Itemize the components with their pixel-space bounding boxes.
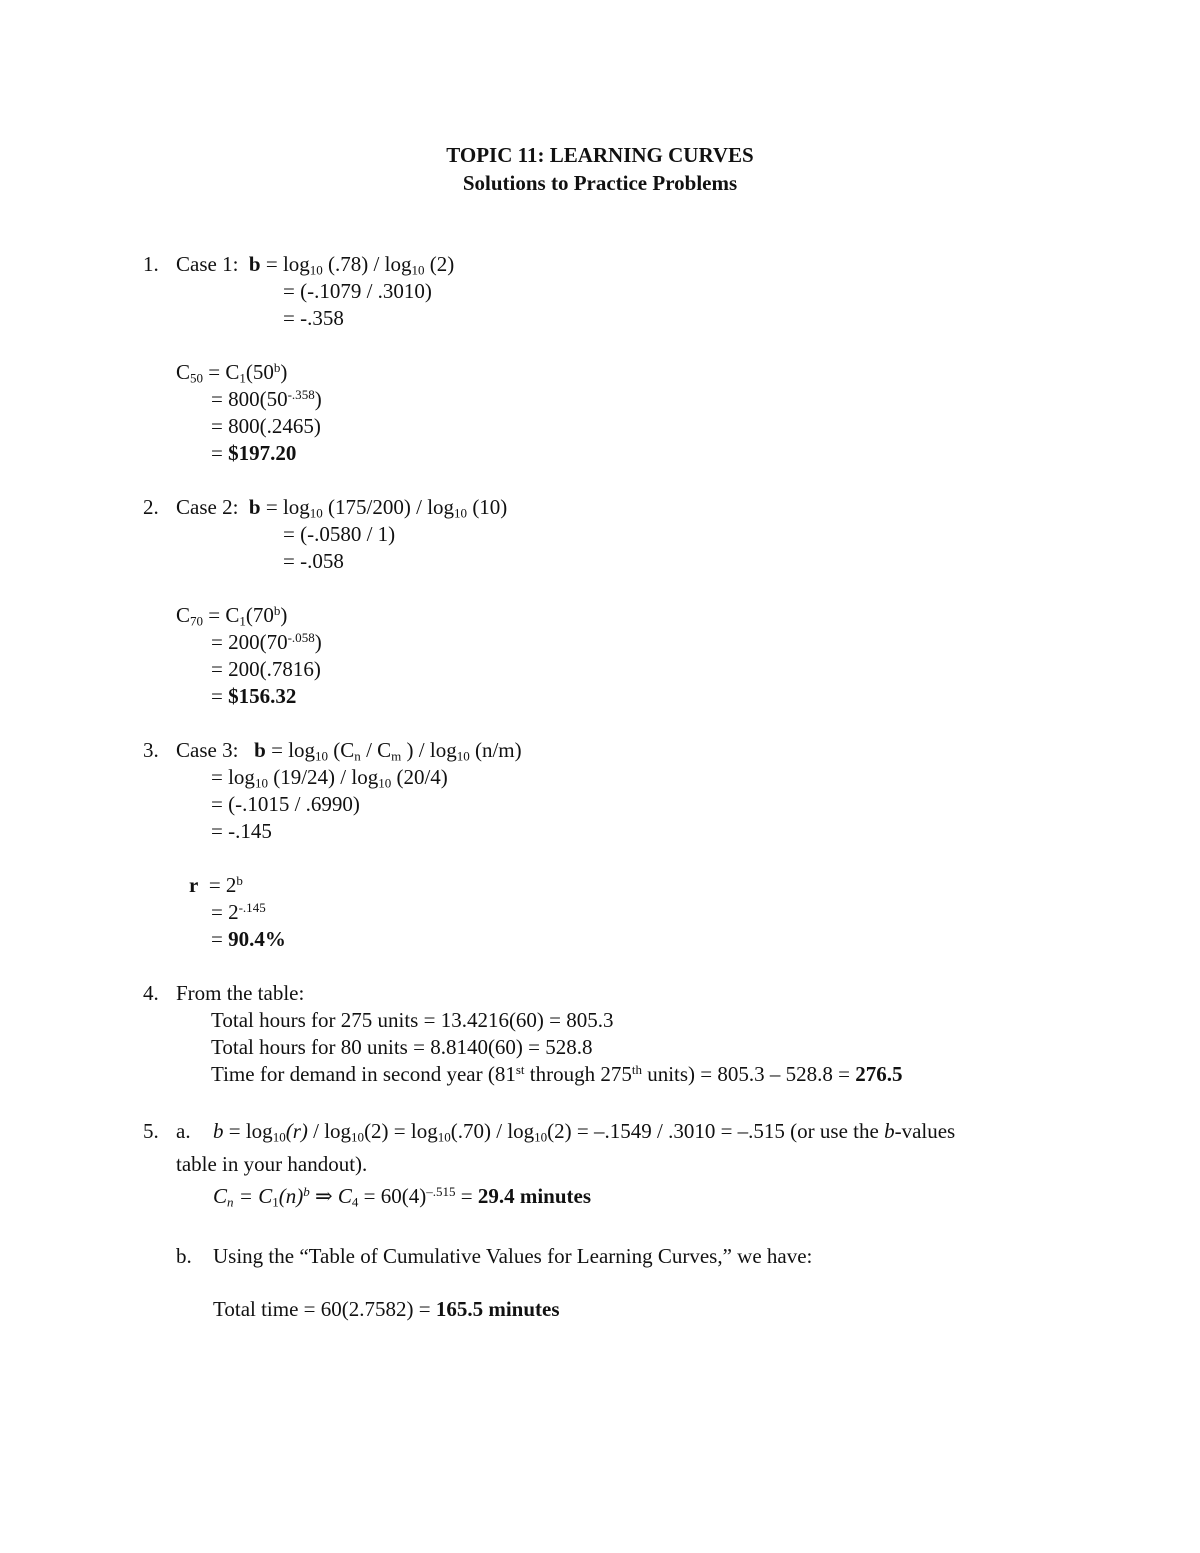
- problem-2-cost-line-2: = $200(70^{-.058})$: [211, 629, 322, 654]
- problem-2-answer: = $156.32: [211, 684, 297, 708]
- problem-3-line-4: = -.145: [211, 819, 272, 843]
- problem-1-line-3: = -.358: [283, 306, 344, 330]
- problem-4-line-3: Time for demand in second year (81st through 275th units) = 805.3 – 528.8 = 276.5: [211, 1061, 903, 1086]
- problem-4-line-2: Total hours for 80 units = 8.8140(60) = 528.8: [211, 1035, 593, 1059]
- problem-4-number: 4.: [143, 981, 159, 1005]
- problem-1-cost-line-3: = 800(.2465): [211, 414, 321, 438]
- problem-2-cost-line-3: = 200(.7816): [211, 657, 321, 681]
- problem-4-intro: From the table:: [176, 981, 305, 1005]
- problem-5a-label: a.: [176, 1119, 191, 1143]
- problem-3-rate-line-2: = $2^{-.145}$: [211, 899, 266, 924]
- problem-3-rate-line-1: r = 2$^b$: [189, 872, 243, 897]
- problem-4-line-1: Total hours for 275 units = 13.4216(60) = 805.3: [211, 1008, 614, 1032]
- page-subtitle: Solutions to Practice Problems: [462, 171, 738, 195]
- problem-2-cost-line-1: $C_{70} = C_1(70^b)$: [176, 602, 288, 629]
- problem-3-line-2: = $\log_{10} (19/24) / \log_{10} (20/4)$: [211, 765, 448, 791]
- problem-2-line-1: Case 2: $b = \log_{10} (175/200) / \log_{10} (10)$: [176, 495, 508, 521]
- problem-5a-formula: $C_n = C_1(n)^b$ ⇒ $C_4 = 60(4)^{-.515} = 29.4$ minutes: [213, 1183, 592, 1210]
- problem-5a-line-2: table in your handout).: [176, 1152, 368, 1176]
- problem-3-line-3: = (-.1015 / .6990): [211, 792, 360, 816]
- problem-1-answer: = $197.20: [211, 441, 297, 465]
- problem-1-number: 1.: [143, 252, 159, 276]
- problem-5b-label: b.: [176, 1244, 192, 1268]
- problem-1-cost-line-2: = $800(50^{-.358})$: [211, 386, 322, 411]
- problem-3-number: 3.: [143, 738, 159, 762]
- problem-2-line-3: = -.058: [283, 549, 344, 573]
- problem-1-cost-line-1: $C_{50} = C_1(50^b)$: [176, 359, 288, 386]
- page-title: TOPIC 11: LEARNING CURVES: [446, 143, 754, 167]
- problem-5b-answer: Total time = 60(2.7582) = 165.5 minutes: [213, 1297, 560, 1321]
- problem-3-line-1: Case 3: $b = \log_{10} (C_n / C_m$ ) / $\log_{10} (n/m)$: [176, 738, 522, 764]
- problem-5a-line-1: $b = \log_{10}(r) / \log_{10}(2) = \log_{10}(.70) / \log_{10}(2) = -.1549 / .3010 = -.515$ (or use the b-values: [213, 1119, 956, 1145]
- problem-5-number: 5.: [143, 1119, 159, 1143]
- problem-1-line-1: Case 1: $b = \log_{10} (.78) / \log_{10} (2)$: [176, 252, 455, 278]
- problem-2-line-2: = (-.0580 / 1): [283, 522, 396, 546]
- problem-2-number: 2.: [143, 495, 159, 519]
- problem-1-line-2: = (-.1079 / .3010): [283, 279, 432, 303]
- problem-5b-text: Using the “Table of Cumulative Values for Learning Curves,” we have:: [213, 1244, 813, 1268]
- problem-3-answer: = 90.4%: [211, 927, 286, 951]
